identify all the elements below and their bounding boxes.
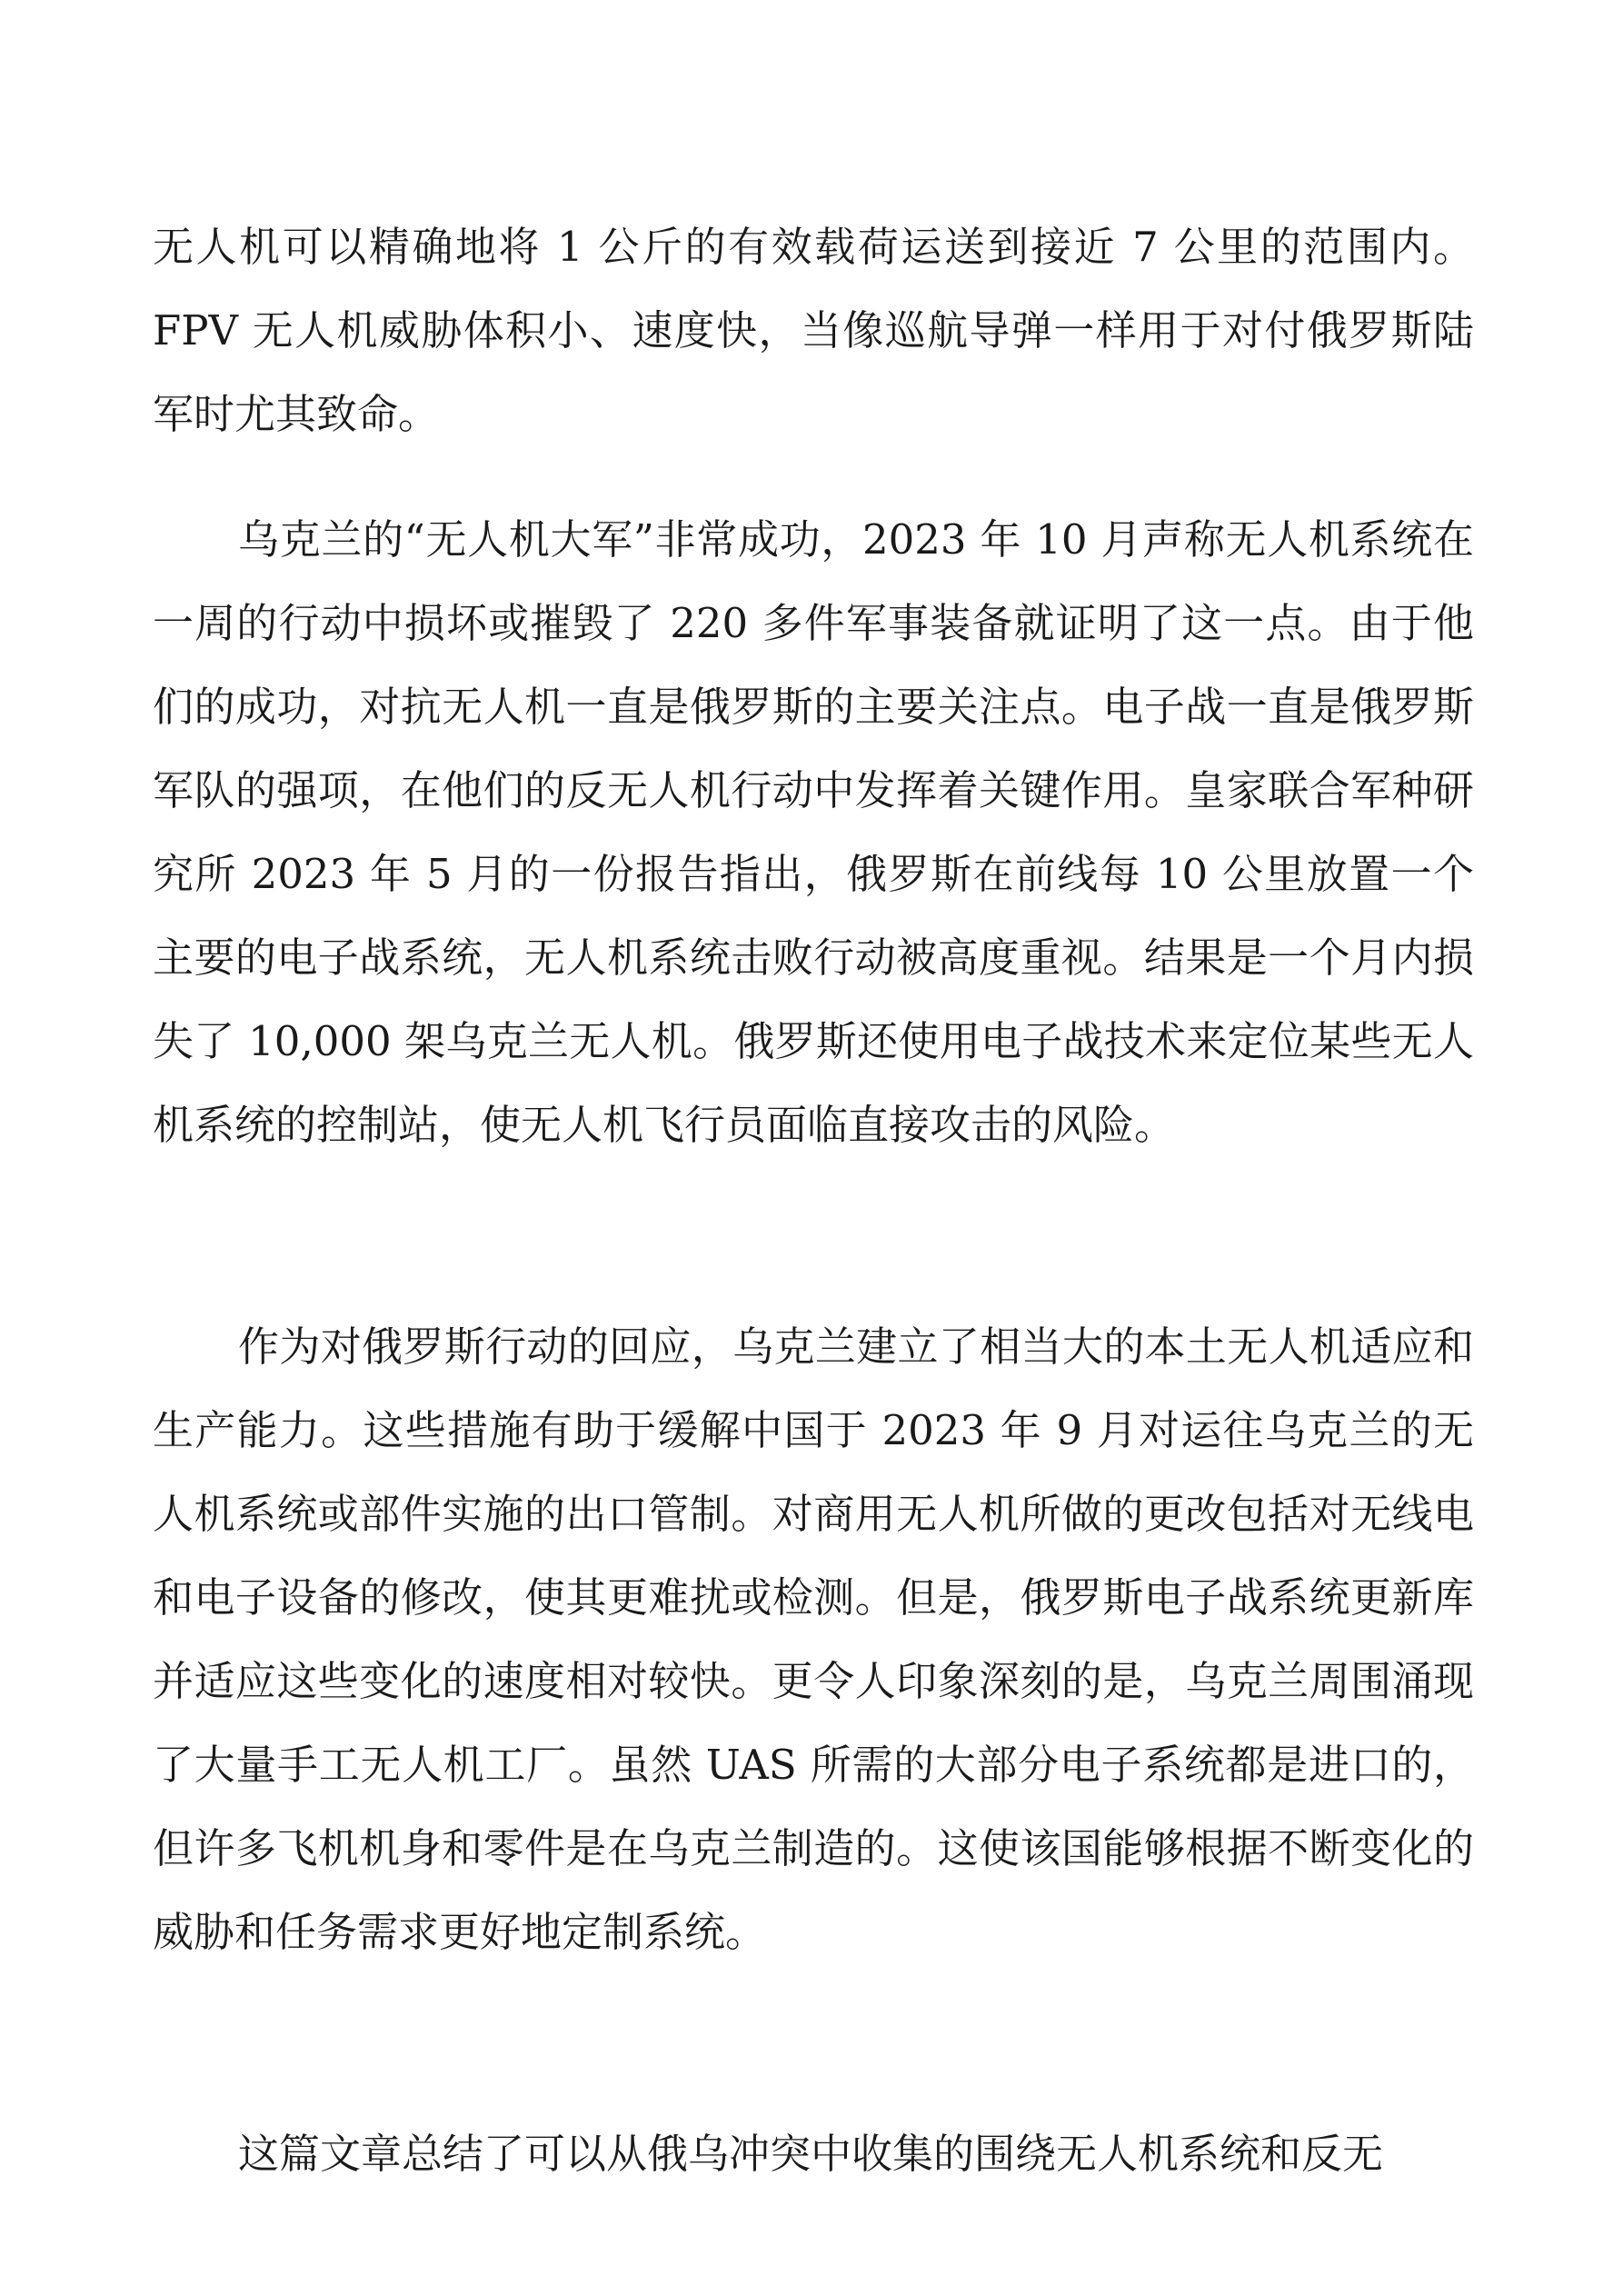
paragraph-ukraine-response: 作为对俄罗斯行动的回应，乌克兰建立了相当大的本土无人机适应和生产能力。这些措施有助于缓解中国于 2023 年 9 月对运往乌克兰的无人机系统或部件实施的出口管制。对商用无人机所做的更改包括对无线电和电子设备的修改，使其更难扰或检测。但是，俄罗斯电子战系统更新库并适应这些变化的速度相对较快。更令人印象深刻的是，乌克兰周围涌现了大量手工无人机工厂。虽然 UAS 所需的大部分电子系统都是进口的，但许多飞机机身和零件是在乌克兰制造的。这使该国能够根据不断变化的威胁和任务需求更好地定制系统。 (153, 1323, 1474, 1956)
paragraph-article-summary: 这篇文章总结了可以从俄乌冲突中收集的围绕无人机系统和反无 (238, 2130, 1384, 2178)
paragraph-continuation: 无人机可以精确地将 1 公斤的有效载荷运送到接近 7 公里的范围内。FPV 无人机威胁体积小、速度快，当像巡航导弹一样用于对付俄罗斯陆军时尤其致命。 (153, 223, 1474, 438)
paragraph-drone-army: 乌克兰的“无人机大军”非常成功，2023 年 10 月声称无人机系统在一周的行动中损坏或摧毁了 220 多件军事装备就证明了这一点。由于他们的成功，对抗无人机一直是俄罗斯的主要关注点。电子战一直是俄罗斯军队的强项，在他们的反无人机行动中发挥着关键作用。皇家联合军种研究所 2023 年 5 月的一份报告指出，俄罗斯在前线每 10 公里放置一个主要的电子战系统，无人机系统击败行动被高度重视。结果是一个月内损失了 10,000 架乌克兰无人机。俄罗斯还使用电子战技术来定位某些无人机系统的控制站，使无人机飞行员面临直接攻击的风险。 (153, 515, 1474, 1149)
